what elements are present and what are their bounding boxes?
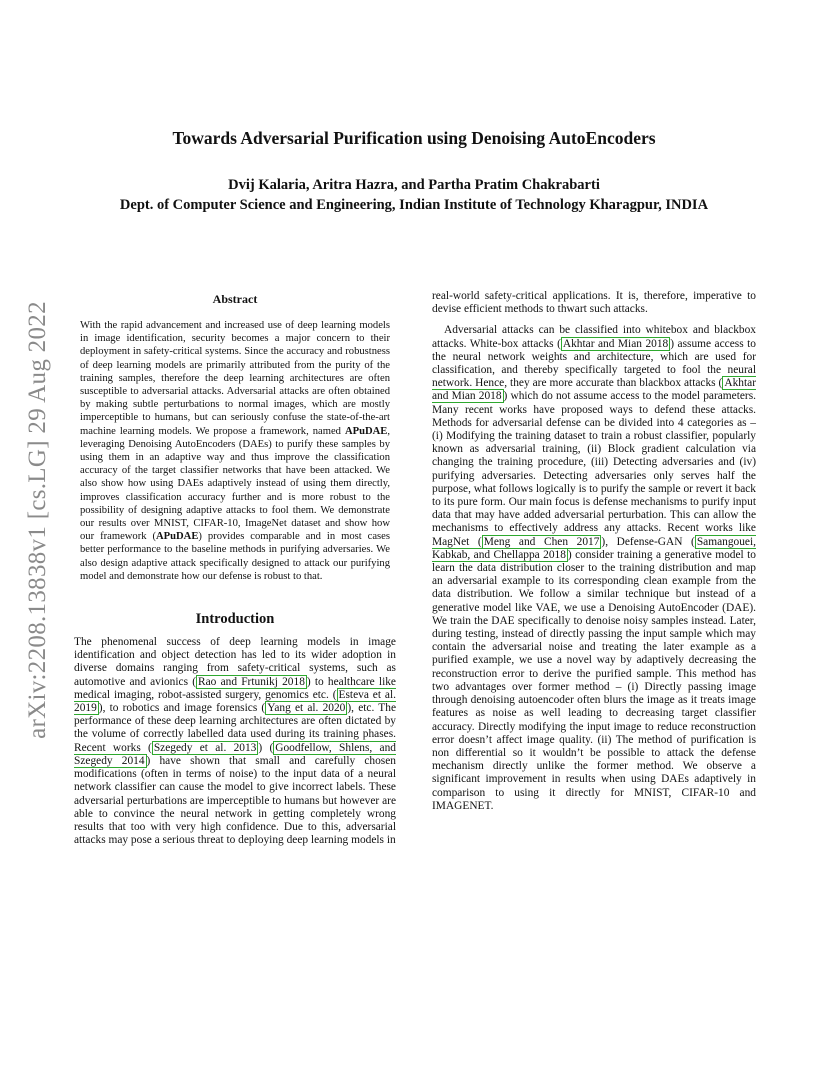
author-list: Dvij Kalaria, Aritra Hazra, and Partha Pratim Chakrabarti [228, 177, 600, 193]
introduction-heading: Introduction [195, 611, 275, 628]
paper-title: Towards Adversarial Purification using Denoising AutoEncoders [172, 128, 656, 148]
body-paragraph: real-world safety-critical applications. It is, therefore, imperative to devise efficient methods to thwart such attacks. [432, 290, 756, 316]
citation-link[interactable]: Samangouei, Kabkab, and Chellappa 2018 [432, 535, 756, 561]
framework-name: APuDAE [344, 425, 388, 437]
body-paragraph: Adversarial attacks can be classified into whitebox and blackbox attacks. White-box attacks ( Akhtar and Mian 2018 ) assume access to the neural network weights and architecture, which are used for classification, and thereby specifically targeted to fool the neural network. Hence, they are more accurate than blackbox attacks ( Akhtar and Mian 2018 ) which do not assume access to the model parameters. Many recent works have proposed ways to defend these attacks. Methods for adversarial defense can be divided into 4 categories as – (i) Modifying the training dataset to train a robust classifier, popularly known as adversarial training, (ii) Block gradient calculation via changing the training procedure, (iii) Detecting adversaries and (iv) purifying adversaries. Detecting adversaries only serves half the purpose, what follows logically is to purify the sample or revert it back to its pure form. Our main focus is defense mechanisms to purify input data that may have added adversarial perturbation. This can allow the mechanisms to effectively address any attacks. Recent works like MagNet ( Meng and Chen 2017 ), Defense-GAN ( Samangouei, Kabkab, and Chellappa 2018 ) consider training a generative model to learn the data distribution closer to the training distribution and map an adversarial example to its corresponding clean example from the data distribution. We follow a similar technique but instead of a generative model like VAE, we use a Denoising AutoEncoder (DAE). We train the DAE specifically to denoise noisy samples instead. Later, during testing, instead of directly passing the input sample which may contain the adversarial noise and treating the later example as a purified example, we use a novel way by adaptively decreasing the reconstruction error to derive the purified sample. This method has two advantages over former method – (i) Directly passing image through denoising autoencoder often blurs the image as it treats image features as noise as well leading to decreasing target classifier accuracy. Directly modifying the input image to reduce reconstruction error doesn’t affect image quality. (ii) The method of purification is non differential so it wouldn’t be possible to attack the defense mechanism directly unlike the former method. We observe a significant improvement in results when using DAEs adaptively in comparison to using it directly for MNIST, CIFAR-10 and IMAGENET. [432, 324, 756, 812]
introduction-paragraph: The phenomenal success of deep learning models in image identification and object detection has led to its wider adoption in diverse domains ranging from safety-critical systems, such as automotive and avionics ( Rao and Frtunikj 2018 ) to healthcare like medical imaging, robot-assisted surgery, genomics etc. ( Esteva et al. 2019 ), to robotics and image forensics ( Yang et al. 2020 ), etc. The performance of these deep learning architectures are often dictated by the volume of correctly labelled data used during its training phases. Recent works ( Szegedy et al. 2013 ) ( Goodfellow, Shlens, and Szegedy 2014 ) have shown that small and carefully chosen modifications (often in terms of noise) to the input data of a neural network classifier can cause the model to give incorrect labels. These adversarial perturbations are imperceptible to humans but however are able to convince the neural network in getting completely wrong results that too with very high confidence. Due to this, adversarial attacks may pose a serious threat to deploying deep learning models in [74, 636, 396, 847]
left-column [74, 290, 396, 847]
right-column [432, 290, 756, 813]
framework-name: APuDAE [156, 531, 199, 543]
citation-link[interactable]: Yang et al. 2020 [267, 702, 346, 715]
citation-link[interactable]: Esteva et al. 2019 [74, 688, 396, 715]
arxiv-identifier-text: arXiv:2208.13838v1 [cs.LG] 29 Aug 2022 [24, 301, 51, 739]
citation-link[interactable]: Akhtar and Mian 2018 [562, 337, 669, 350]
arxiv-identifier [20, 280, 56, 760]
affiliation: Dept. of Computer Science and Engineering, Indian Institute of Technology Kharagpur, INDIA [119, 197, 709, 213]
citation-link[interactable]: Rao and Frtunikj 2018 [198, 675, 305, 688]
citation-link[interactable]: Szegedy et al. 2013 [153, 741, 257, 754]
citation-link[interactable]: Goodfellow, Shlens, and Szegedy 2014 [74, 741, 396, 767]
abstract-text: With the rapid advancement and increased use of deep learning models in image identification, security becomes a major concern to their deployment in safety-critical systems. Since the accuracy and robustness of deep learning models are primarily attributed from the purity of the training samples, therefore the deep learning architectures are often susceptible to adversarial attacks. Adversarial attacks are often obtained by making subtle perturbations to normal images, which are mostly imperceptible to humans, but can seriously confuse the state-of-the-art machine learning models. We propose a framework, named APuDAE, leveraging Denoising AutoEncoders (DAEs) to purify these samples by using them in an adaptive way and thus improve the classification accuracy of the target classifier networks that have been attacked. We also show how using DAEs adaptively instead of using them directly, improves classification accuracy further and is more robust to the possibility of designing adaptive attacks to fool them. We demonstrate our results over MNIST, CIFAR-10, ImageNet dataset and show how our framework (APuDAE) provides comparable and in most cases better performance to the baseline methods in purifying adversaries. We also design adaptive attack specifically designed to attack our purifying model and demonstrate how our defense is robust to that. [80, 320, 390, 582]
abstract-heading: Abstract [212, 292, 258, 306]
citation-link[interactable]: Meng and Chen 2017 [483, 535, 600, 548]
citation-link[interactable]: Akhtar and Mian 2018 [432, 377, 756, 403]
